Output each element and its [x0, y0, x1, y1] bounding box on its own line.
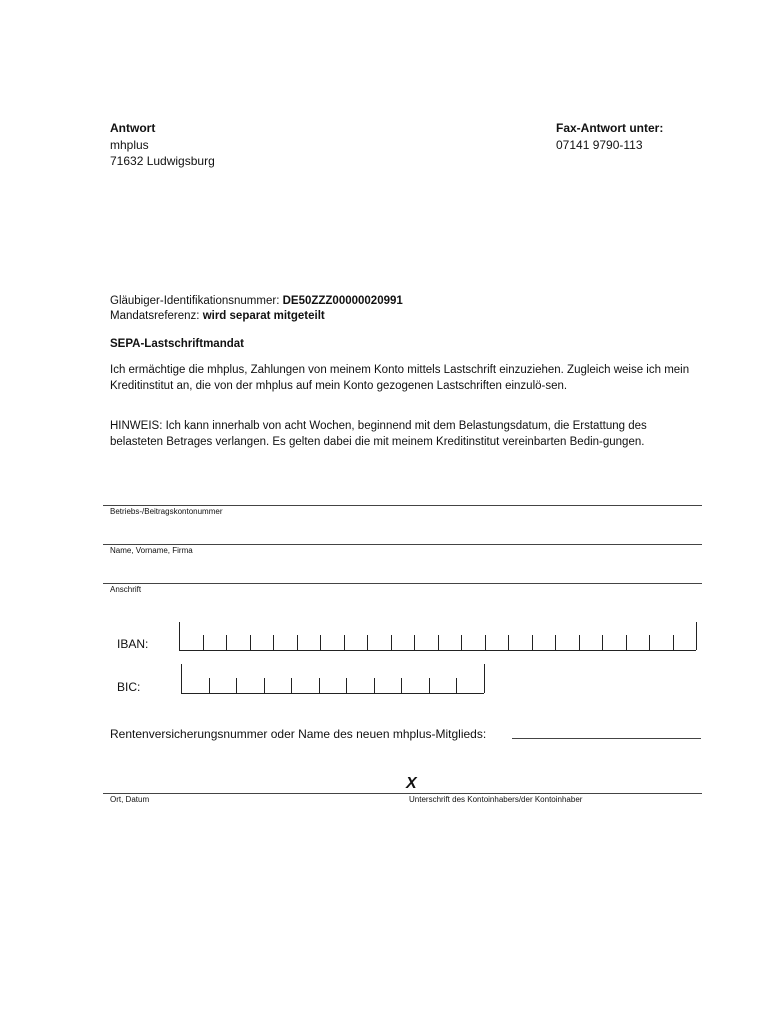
return-address-heading: Antwort — [110, 121, 156, 135]
pension-number-line[interactable] — [512, 738, 701, 739]
iban-label: IBAN: — [117, 637, 149, 651]
bic-label: BIC: — [117, 680, 141, 694]
name-label: Name, Vorname, Firma — [110, 546, 193, 555]
box-divider — [438, 635, 439, 650]
box-divider — [320, 635, 321, 650]
box-divider — [344, 635, 345, 650]
box-divider — [250, 635, 251, 650]
box-divider — [226, 635, 227, 650]
box-divider — [236, 678, 237, 693]
place-date-label: Ort, Datum — [110, 795, 150, 804]
bic-input-boxes[interactable] — [181, 664, 484, 694]
box-divider — [319, 678, 320, 693]
creditor-id-label: Gläubiger-Identifikationsnummer: — [110, 295, 283, 307]
account-number-line[interactable] — [103, 505, 702, 506]
box-divider — [485, 635, 486, 650]
box-divider — [297, 635, 298, 650]
box-divider — [367, 635, 368, 650]
box-divider — [579, 635, 580, 650]
box-divider — [696, 622, 697, 650]
fax-heading: Fax-Antwort unter: — [556, 121, 664, 135]
box-divider — [649, 635, 650, 650]
box-divider — [555, 635, 556, 650]
box-divider — [391, 635, 392, 650]
box-divider — [179, 622, 180, 650]
box-divider — [456, 678, 457, 693]
box-divider — [264, 678, 265, 693]
account-number-label: Betriebs-/Beitragskontonummer — [110, 507, 223, 516]
place-date-line[interactable] — [103, 793, 702, 794]
return-address-line1: mhplus — [110, 138, 149, 152]
box-divider — [602, 635, 603, 650]
return-address-line2: 71632 Ludwigsburg — [110, 154, 215, 168]
pension-number-label: Rentenversicherungsnummer oder Name des neuen mhplus-Mitglieds: — [110, 727, 487, 741]
box-divider — [461, 635, 462, 650]
address-line[interactable] — [103, 583, 702, 584]
name-line[interactable] — [103, 544, 702, 545]
box-divider — [181, 664, 182, 693]
box-divider — [374, 678, 375, 693]
box-divider — [291, 678, 292, 693]
box-divider — [273, 635, 274, 650]
mandate-reference — [110, 308, 325, 325]
notice-paragraph: HINWEIS: Ich kann innerhalb von acht Wochen, beginnend mit dem Belastungsdatum, die Erstattung des belasteten Betrages verlangen. Es gelten dabei die mit meinem Kreditinstitut vereinbarten Bedin-gungen. — [110, 420, 647, 448]
box-divider — [414, 635, 415, 650]
iban-input-boxes[interactable] — [179, 622, 696, 651]
mandate-reference-value: wird separat mitgeteilt — [202, 310, 325, 322]
box-divider — [532, 635, 533, 650]
creditor-id-value: DE50ZZZ00000020991 — [282, 295, 403, 307]
box-divider — [203, 635, 204, 650]
box-divider — [209, 678, 210, 693]
mandate-title: SEPA-Lastschriftmandat — [110, 338, 244, 350]
signature-mark: X — [406, 775, 417, 792]
box-divider — [508, 635, 509, 650]
authorization-paragraph: Ich ermächtige die mhplus, Zahlungen von meinem Konto mittels Lastschrift einzuziehen. Zugleich weise ich mein Kreditinstitut an, die von der mhplus auf mein Konto gezogenen Lastschriften einzulö-sen. — [110, 364, 690, 392]
box-divider — [484, 664, 485, 693]
signature-label: Unterschrift des Kontoinhabers/der Kontoinhaber — [409, 795, 583, 804]
address-label: Anschrift — [110, 585, 142, 594]
mandate-reference-label: Mandatsreferenz: — [110, 310, 203, 322]
fax-number: 07141 9790-113 — [556, 138, 643, 152]
box-divider — [346, 678, 347, 693]
box-divider — [626, 635, 627, 650]
box-divider — [401, 678, 402, 693]
box-divider — [673, 635, 674, 650]
box-divider — [429, 678, 430, 693]
